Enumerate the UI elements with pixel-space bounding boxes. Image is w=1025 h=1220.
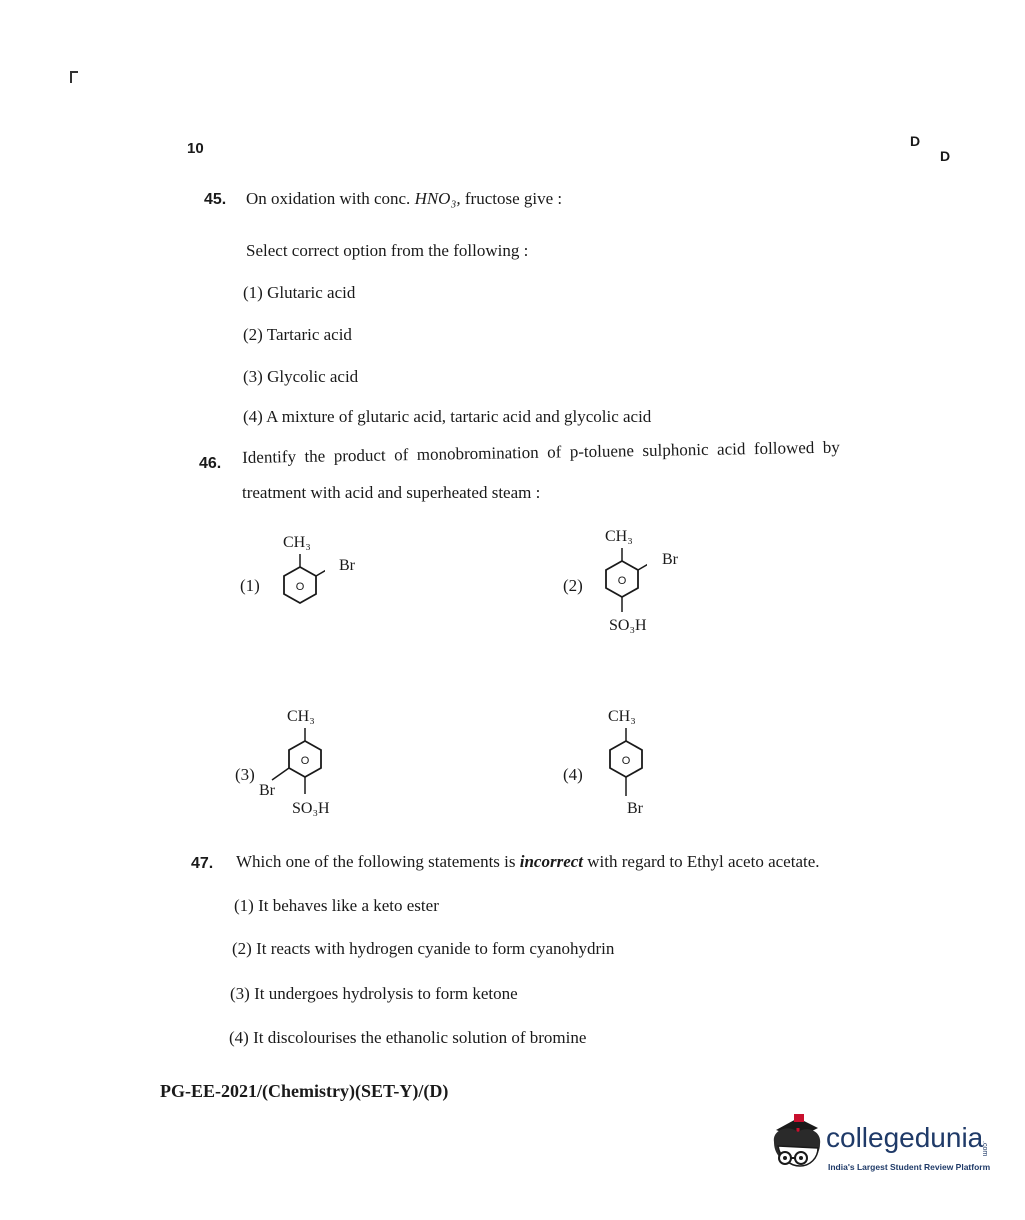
q46-line-1: Identify the product of monobromination of p-toluene sulphonic acid followed by bbox=[242, 437, 840, 467]
q47-question bbox=[236, 852, 820, 872]
corner-mark bbox=[70, 71, 78, 83]
collegedunia-mascot-logo bbox=[768, 1112, 830, 1174]
q47-text-before: Which one of the following statements is bbox=[236, 852, 516, 871]
q45-text-suffix: fructose give : bbox=[464, 189, 563, 208]
q46-option-3-benzene-ring bbox=[262, 728, 332, 800]
q47-text-emphasis: incorrect bbox=[519, 852, 584, 871]
q46-option-1-ch3: CH₃ bbox=[283, 534, 311, 551]
q46-option-1-label: (1) bbox=[240, 576, 260, 595]
q45-option-4: (4) A mixture of glutaric acid, tartaric acid and glycolic acid bbox=[243, 407, 652, 426]
q46-option-3-so3h: SO₃H bbox=[292, 800, 330, 817]
q45-formula: HNO₃, bbox=[414, 189, 461, 208]
brand-name: collegedunia bbox=[826, 1122, 984, 1153]
q46-option-1-benzene-ring bbox=[275, 552, 325, 612]
brand-suffix: .com bbox=[981, 1141, 988, 1157]
q46-option-4-ch3: CH₃ bbox=[608, 708, 636, 725]
q46-option-4-benzene-ring bbox=[601, 728, 651, 800]
q45-text-prefix: On oxidation with conc. bbox=[246, 189, 411, 208]
svg-text:O: O bbox=[617, 575, 627, 587]
q46-line-2: treatment with acid and superheated steam : bbox=[242, 483, 541, 502]
q47-text-after: with regard to Ethyl aceto acetate. bbox=[587, 852, 820, 871]
svg-text:O: O bbox=[295, 581, 305, 593]
q46-option-1-br: Br bbox=[339, 557, 355, 574]
q45-question bbox=[246, 189, 562, 209]
q46-option-2-br: Br bbox=[662, 551, 678, 568]
svg-text:O: O bbox=[300, 755, 310, 767]
q47-option-1: (1) It behaves like a keto ester bbox=[234, 896, 439, 915]
paper-code: PG-EE-2021/(Chemistry)(SET-Y)/(D) bbox=[160, 1081, 449, 1101]
q46-option-2-label: (2) bbox=[563, 576, 583, 595]
q47-number: 47. bbox=[191, 855, 214, 872]
q45-option-3: (3) Glycolic acid bbox=[243, 367, 359, 386]
q45-instruction: Select correct option from the following : bbox=[246, 241, 529, 260]
q46-option-3-ch3: CH₃ bbox=[287, 708, 315, 725]
q47-option-2: (2) It reacts with hydrogen cyanide to form cyanohydrin bbox=[232, 939, 615, 958]
q47-option-4: (4) It discolourises the ethanolic solution of bromine bbox=[229, 1028, 587, 1047]
set-code-lower: D bbox=[940, 148, 951, 164]
q46-option-4-label: (4) bbox=[563, 765, 583, 784]
q46-option-4-br: Br bbox=[627, 800, 643, 817]
page-number: 10 bbox=[187, 140, 204, 157]
q46-option-2-ch3: CH₃ bbox=[605, 528, 633, 545]
q46-option-3-label: (3) bbox=[235, 765, 255, 784]
q45-option-1: (1) Glutaric acid bbox=[243, 283, 356, 302]
set-code-upper: D bbox=[910, 133, 921, 149]
q46-number: 46. bbox=[199, 455, 222, 472]
q46-option-2-benzene-ring bbox=[597, 546, 647, 618]
q45-number: 45. bbox=[204, 191, 227, 208]
q46-option-2-so3h: SO₃H bbox=[609, 617, 647, 634]
brand-tagline: India's Largest Student Review Platform bbox=[828, 1162, 991, 1172]
svg-text:O: O bbox=[621, 755, 631, 767]
q45-option-2: (2) Tartaric acid bbox=[243, 325, 352, 344]
q46-option-3-br: Br bbox=[259, 782, 275, 799]
q47-option-3: (3) It undergoes hydrolysis to form ketone bbox=[230, 984, 518, 1003]
